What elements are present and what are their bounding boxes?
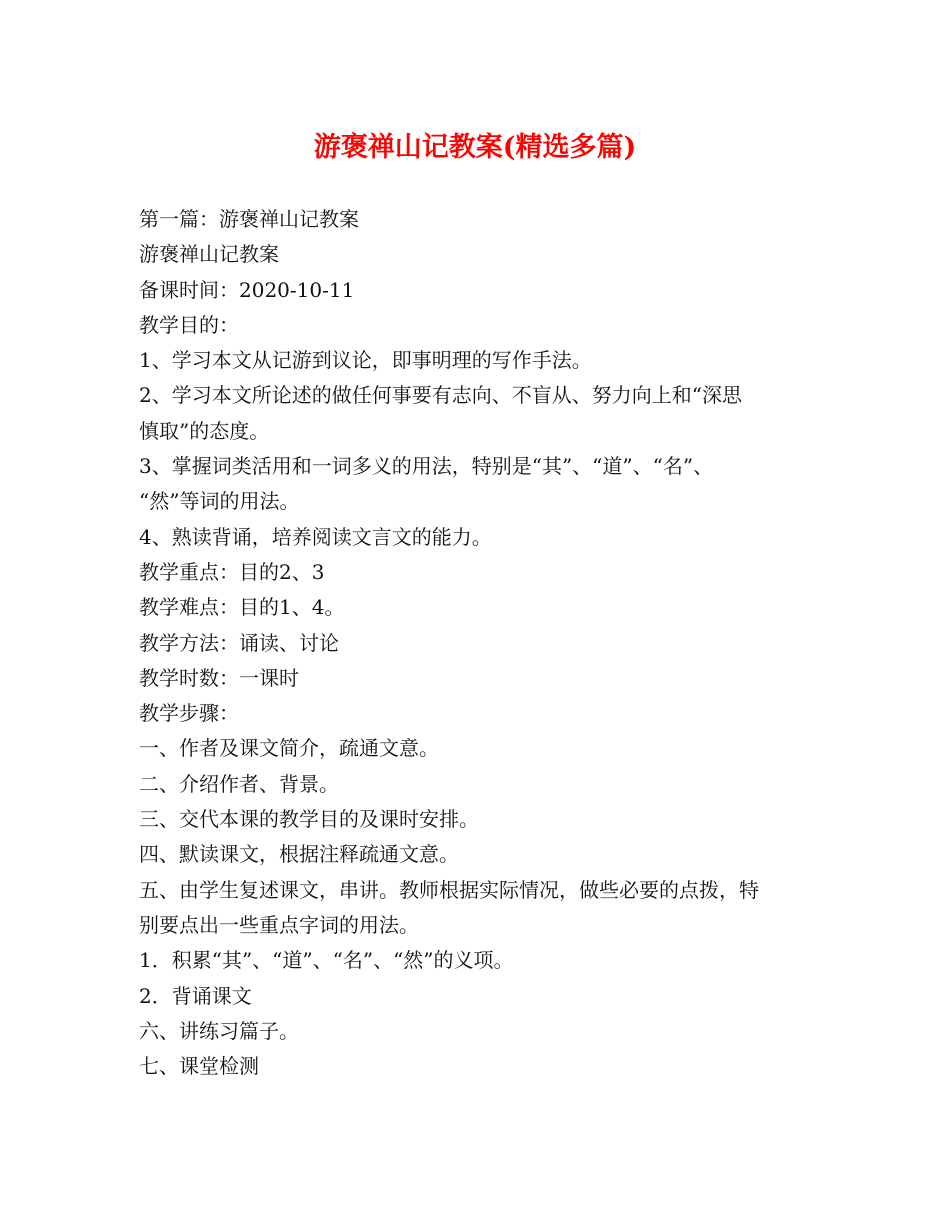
text-line: 教学重点：目的2、3 bbox=[139, 559, 325, 584]
text-line: 第一篇：游褒禅山记教案 bbox=[139, 207, 359, 231]
text-line: 四、默读课文，根据注释疏通文意。 bbox=[139, 842, 459, 867]
text-line: 4、熟读背诵，培养阅读文言文的能力。 bbox=[139, 524, 492, 549]
text-line: 1．积累“其”、“道”、“名”、“然”的义项。 bbox=[139, 948, 514, 973]
text-line: 五、由学生复述课文，串讲。教师根据实际情况，做些必要的点拨，特 bbox=[139, 877, 759, 902]
text-line: 教学方法：诵读、讨论 bbox=[139, 630, 339, 655]
text-line: 别要点出一些重点字词的用法。 bbox=[139, 912, 419, 937]
text-line: 游褒禅山记教案 bbox=[139, 242, 279, 267]
text-line: 教学时数：一课时 bbox=[139, 665, 299, 690]
text-line: 一、作者及课文简介，疏通文意。 bbox=[139, 736, 439, 761]
text-line: 2．背诵课文 bbox=[139, 983, 252, 1008]
text-line: 教学目的： bbox=[139, 312, 239, 337]
text-line: 教学步骤： bbox=[139, 701, 239, 726]
text-line: 七、课堂检测 bbox=[139, 1054, 259, 1079]
text-line: “然”等词的用法。 bbox=[139, 489, 300, 514]
text-line: 2、学习本文所论述的做任何事要有志向、不盲从、努力向上和“深思 bbox=[139, 383, 742, 408]
document-title: 游褒禅山记教案(精选多篇) bbox=[313, 132, 637, 163]
text-line: 慎取”的态度。 bbox=[139, 418, 270, 443]
document-body bbox=[139, 202, 839, 1084]
text-line: 备课时间：2020-10-11 bbox=[139, 277, 355, 302]
text-line: 六、讲练习篇子。 bbox=[139, 1018, 299, 1043]
text-line: 教学难点：目的1、4。 bbox=[139, 595, 345, 620]
text-line: 3、掌握词类活用和一词多义的用法，特别是“其”、“道”、“名”、 bbox=[139, 454, 714, 479]
text-line: 三、交代本课的教学目的及课时安排。 bbox=[139, 807, 479, 832]
text-line: 二、介绍作者、背景。 bbox=[139, 771, 339, 796]
text-line: 1、学习本文从记游到议论，即事明理的写作手法。 bbox=[139, 348, 592, 373]
